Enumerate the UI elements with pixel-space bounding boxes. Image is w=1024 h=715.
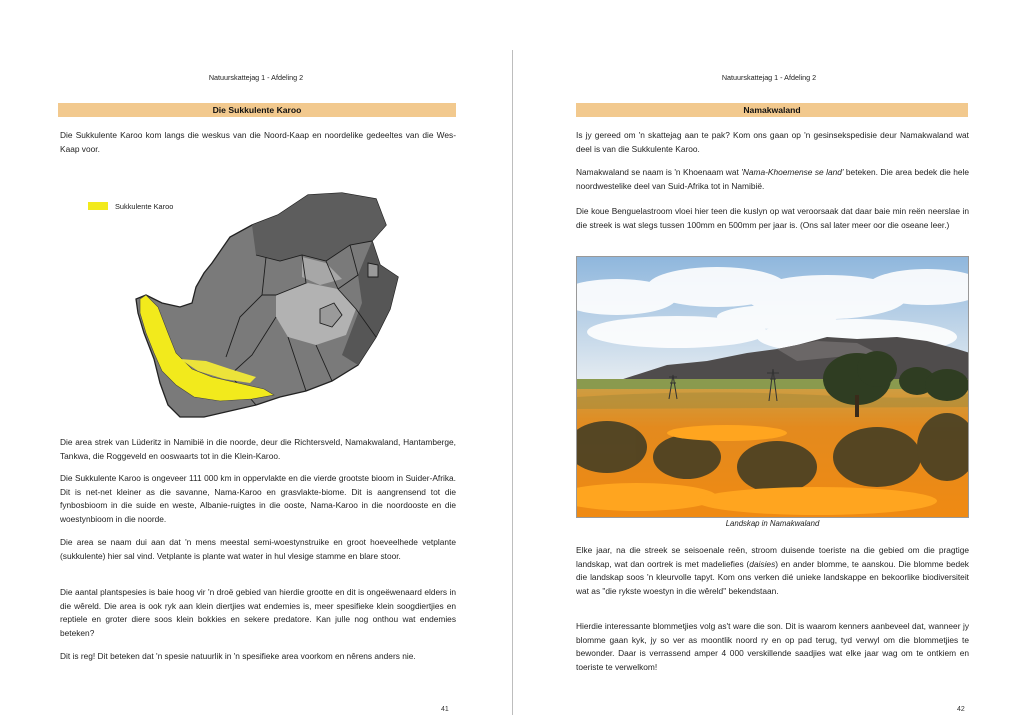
climate-paragraph: Die koue Benguelastroom vloei hier teen die kuslyn op wat veroorsaak dat daar baie min reën neerslae in die streek is wat slegs tussen 100mm en 500mm per jaar is. (Ons sal later meer oor die oseane leer.): [576, 206, 969, 230]
intro-paragraph: Die Sukkulente Karoo kom langs die weskus van die Noord-Kaap en noordelike gedeeltes van die Wes-Kaap voor.: [60, 130, 456, 154]
right-page: [514, 0, 1024, 715]
south-africa-biome-map: [80, 185, 410, 425]
section-title: Namakwaland: [576, 103, 968, 117]
text-run: ) en ander blomme, te aanskou. Die blomme bedek die landskap soos 'n kleurvolle tapyt. Kom ons verken dié unieke landskappe en bekoorlike biodiversiteit wat as "die rykste woestyn in die wêreld" bekendstaan.: [576, 558, 969, 596]
text-run: Namakwaland se naam is 'n Khoenaam wat: [576, 167, 742, 177]
paragraph-size: Die Sukkulente Karoo is ongeveer 111 000 km in oppervlakte en die vierde grootste bioom in Suider-Afrika. Dit is net-net kleiner as die savanne, Nama-Karoo en grasvlakte-biome. Dit is aangrensend tot die fynbosbioom in die suide en weste, Albanie-ruigtes in die ooste, Nama-Karoo in die noordooste en die woestynbioom in die noorde.: [60, 473, 456, 524]
tree-trunk: [855, 395, 859, 417]
text-run: Elke jaar, na die streek se seisoenale reën, stroom duisende toeriste na die gebied om die pragtige landskap, wat dan oortrek is met madeliefies (: [576, 545, 969, 569]
paragraph-extent: Die area strek van Lüderitz in Namibië in die noorde, deur die Richtersveld, Namakwaland, Hantamberge, Tankwa, die Roggeveld en ooswaarts tot in die Klein-Karoo.: [60, 437, 456, 461]
emphasis-text: 'Nama-Khoemense se land': [741, 167, 844, 177]
flowers-paragraph: Hierdie interessante blommetjies volg as't ware die son. Dit is waarom kenners aanbeveel dat, wanneer jy blomme gaan kyk, jy so ver as moontlik noord ry en op pad terug, tyd verwyl om die blommetjies te bewonder. Daar is verrassend amper 4 000 verskillende saadjies wat elke jaar wag om te ontkiem en toeriste te verwelkom!: [576, 621, 969, 672]
section-title: Die Sukkulente Karoo: [58, 103, 456, 117]
tourism-paragraph: [576, 544, 969, 598]
page-gutter: [512, 50, 513, 715]
text-run: beteken. Die area bedek die hele noordwestelike deel van Suid-Afrika tot in Namibië.: [576, 167, 969, 191]
intro-paragraph: Is jy gereed om 'n skattejag aan te pak? Kom ons gaan op 'n gesinsekspedisie deur Namakwaland wat deel is van die Sukkulente Karoo.: [576, 130, 969, 154]
running-head: Natuurskattejag 1 - Afdeling 2: [721, 73, 817, 82]
photo-caption: Landskap in Namakwaland: [725, 519, 820, 528]
paragraph-endemic: Dit is reg! Dit beteken dat 'n spesie natuurlik in 'n spesifieke area voorkom en nêrens anders nie.: [60, 651, 416, 661]
paragraph-name: Die area se naam dui aan dat 'n mens meestal semi-woestynstruike en groot hoeveelhede vetplante (sukkulente) hier sal vind. Vetplante is plante wat water in hul vlesige stamme en blare stoor.: [60, 537, 456, 561]
namakwaland-landscape-photo: [576, 256, 969, 518]
landscape-illustration: [577, 257, 969, 518]
paragraph-species: Die aantal plantspesies is baie hoog vir 'n droë gebied van hierdie grootte en dit is ongeëwenaard elders in die wêreld. Die area is ook ryk aan klein diertjies wat endemies is, meer spesifieke klein soogdiertjies en reptiele en groter diere soos klein bokkies en sekere predatore. Kan julle nog onthou wat endemies beteken?: [60, 587, 456, 638]
legend-label: Sukkulente Karoo: [115, 202, 174, 211]
page-number: 42: [957, 706, 965, 713]
map-graphic: [80, 185, 410, 425]
page-number: 41: [441, 706, 449, 713]
eswatini: [368, 263, 378, 277]
name-paragraph: [576, 166, 969, 193]
emphasis-text: daisies: [749, 558, 776, 569]
running-head: Natuurskattejag 1 - Afdeling 2: [208, 73, 304, 82]
